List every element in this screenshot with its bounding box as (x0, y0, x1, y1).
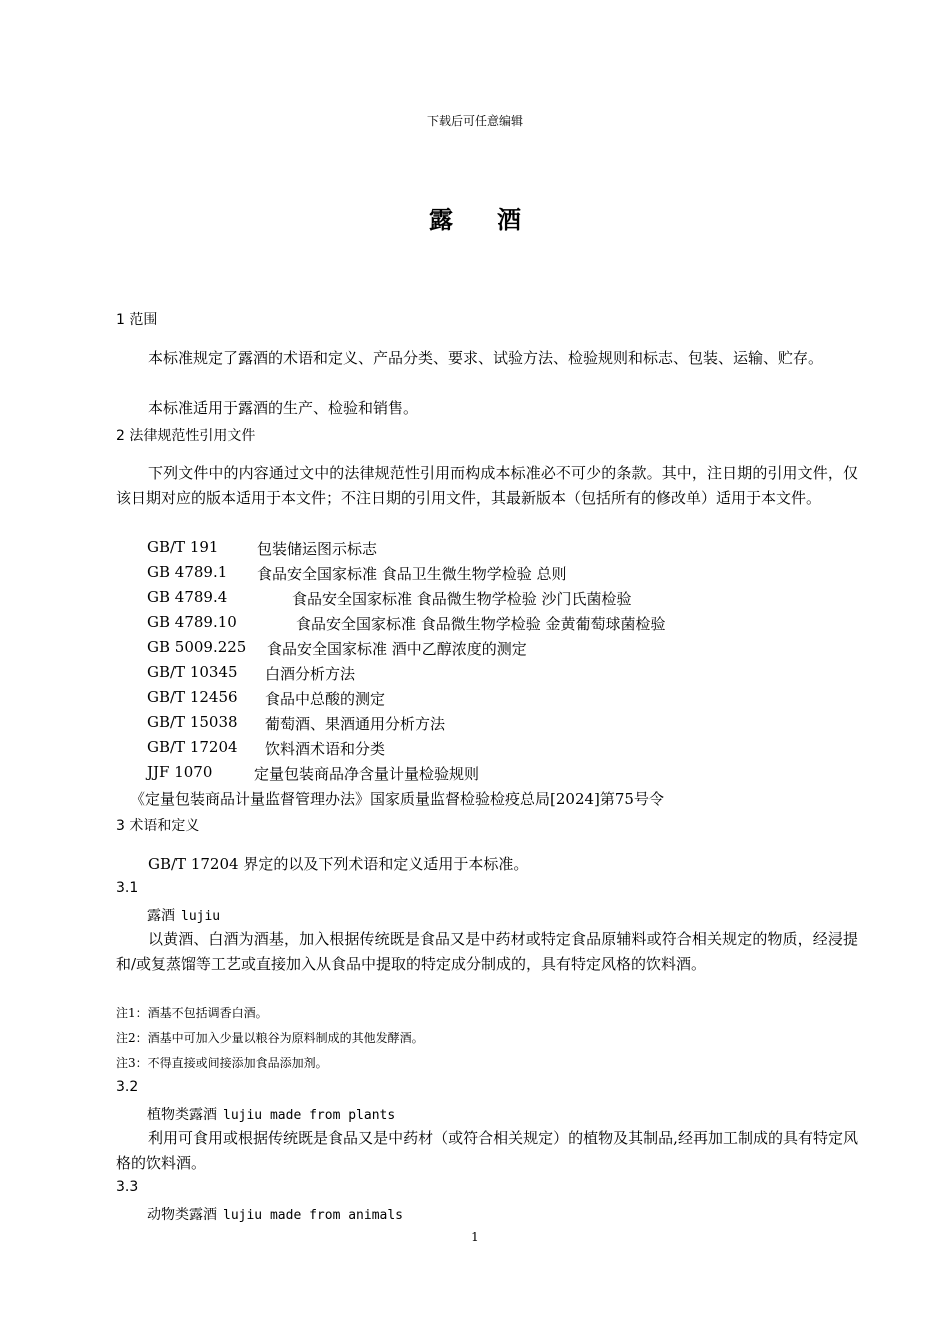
ref-code: GB/T 10345 (147, 663, 238, 681)
ref-title: 食品安全国家标准 食品微生物学检验 金黄葡萄球菌检验 (296, 615, 666, 633)
term-definition: 以黄酒、白酒为酒基，加入根据传统既是食品又是中药材或特定食品原辅料或符合相关规定的物质，经浸提和/或复蒸馏等工艺或直接加入从食品中提取的特定成分制成的，具有特定风格的饮料酒。 (116, 930, 858, 973)
regulation-reference: 《定量包装商品计量监督管理办法》国家质量监督检验检疫总局[2024]第75号令 (130, 790, 664, 808)
term-en: lujiu made from plants (223, 1108, 396, 1123)
ref-code: GB 5009.225 (147, 638, 247, 656)
term-heading (147, 905, 220, 925)
ref-code: GB 4789.1 (147, 563, 228, 581)
document-title: 露酒 (429, 205, 565, 234)
term-definition: 利用可食用或根据传统既是食品又是中药材（或符合相关规定）的植物及其制品,经再加工制成的具有特定风格的饮料酒。 (116, 1129, 858, 1172)
ref-title: 包装储运图示标志 (257, 540, 378, 558)
ref-title: 葡萄酒、果酒通用分析方法 (265, 715, 446, 733)
ref-title: 食品安全国家标准 酒中乙醇浓度的测定 (267, 640, 527, 658)
term-en: lujiu (181, 909, 221, 924)
section-1-paragraph-2: 本标准适用于露酒的生产、检验和销售。 (148, 399, 419, 417)
term-heading (147, 1204, 403, 1224)
ref-code: GB/T 12456 (147, 688, 238, 706)
term-zh: 露酒 (147, 908, 175, 924)
section-3-heading: 3 术语和定义 (116, 818, 200, 834)
header-note: 下载后可任意编辑 (426, 114, 523, 128)
ref-code: GB 4789.10 (147, 613, 237, 631)
section-2-heading: 2 法律规范性引用文件 (116, 428, 256, 444)
term-zh: 植物类露酒 (147, 1107, 217, 1123)
page-number: 1 (471, 1230, 479, 1244)
ref-title: 白酒分析方法 (265, 665, 356, 683)
note: 注3：不得直接或间接添加食品添加剂。 (116, 1056, 328, 1070)
ref-title: 食品安全国家标准 食品微生物学检验 沙门氏菌检验 (292, 590, 632, 608)
section-1-paragraph-1: 本标准规定了露酒的术语和定义、产品分类、要求、试验方法、检验规则和标志、包装、运输、贮存。 (148, 349, 824, 367)
clause-number: 3.3 (116, 1179, 139, 1195)
ref-title: 饮料酒术语和分类 (265, 740, 386, 758)
ref-code: JJF 1070 (147, 763, 213, 781)
ref-code: GB/T 15038 (147, 713, 238, 731)
term-heading (147, 1104, 395, 1124)
clause-number: 3.1 (116, 880, 139, 896)
note: 注2：酒基中可加入少量以粮谷为原料制成的其他发酵酒。 (116, 1031, 424, 1045)
clause-number: 3.2 (116, 1079, 139, 1095)
ref-title: 定量包装商品净含量计量检验规则 (254, 765, 480, 783)
ref-code: GB 4789.4 (147, 588, 228, 606)
ref-title: 食品中总酸的测定 (265, 690, 386, 708)
note: 注1：酒基不包括调香白酒。 (116, 1006, 268, 1020)
section-1-heading: 1 范围 (116, 312, 158, 328)
term-en: lujiu made from animals (223, 1208, 404, 1223)
ref-code: GB/T 17204 (147, 738, 238, 756)
section-3-paragraph-1: GB/T 17204 界定的以及下列术语和定义适用于本标准。 (148, 855, 529, 873)
section-2-paragraph-1: 下列文件中的内容通过文中的法律规范性引用而构成本标准必不可少的条款。其中，注日期的引用文件，仅该日期对应的版本适用于本文件；不注日期的引用文件，其最新版本（包括所有的修改单）适用于本文件。 (116, 464, 858, 507)
ref-title: 食品安全国家标准 食品卫生微生物学检验 总则 (257, 565, 567, 583)
ref-code: GB/T 191 (147, 538, 219, 556)
term-zh: 动物类露酒 (147, 1207, 217, 1223)
